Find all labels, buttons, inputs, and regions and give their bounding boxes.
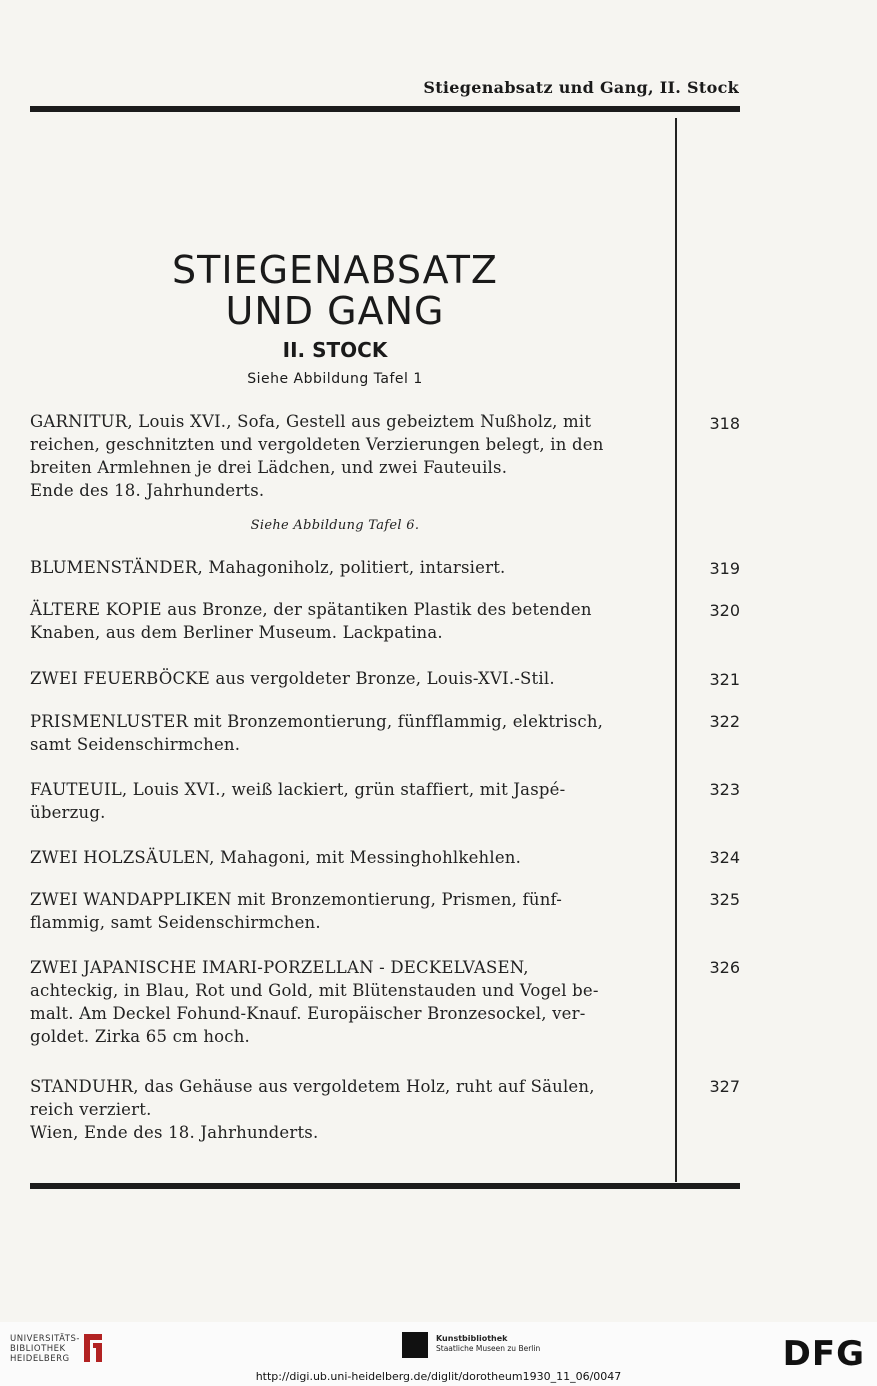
entry-text-line: überzug. [30,803,106,822]
catalog-entry [30,667,635,690]
uni-label-line: HEIDELBERG [10,1354,70,1364]
entry-number: 322 [709,712,740,731]
entry-text-line: STANDUHR, das Gehäuse aus vergoldetem Holz, ruht auf Säulen, [30,1077,595,1096]
university-library-label [10,1334,80,1364]
section-title-line-1: STIEGENABSATZ [172,248,498,292]
digitization-footer [0,1322,877,1386]
section-title-line-2: UND GANG [225,289,445,333]
entry-text-line: achteckig, in Blau, Rot und Gold, mit Blütenstauden und Vogel be- [30,981,599,1000]
running-head: Stiegenabsatz und Gang, II. Stock [423,78,739,97]
source-url[interactable]: http://digi.ub.uni-heidelberg.de/diglit/dorotheum1930_11_06/0047 [255,1370,622,1383]
entry-last-line [30,1025,635,1048]
entry-number: 323 [709,780,740,799]
dfg-logo: DFG [782,1334,865,1374]
bottom-rule [30,1183,740,1189]
entry-number: 321 [709,670,740,689]
catalog-entry [30,556,635,579]
catalog-entry [30,598,635,644]
entry-text-line: samt Seidenschirmchen. [30,735,241,754]
entry-text-line: malt. Am Deckel Fohund-Knauf. Europäischer Bronzesockel, ver- [30,1004,586,1023]
entry-text-line: GARNITUR, Louis XVI., Sofa, Gestell aus gebeiztem Nußholz, mit [30,412,592,431]
kb-label-line: Kunstbibliothek [436,1334,508,1343]
catalog-entry [30,888,635,934]
entry-text-line: FAUTEUIL, Louis XVI., weiß lackiert, grün staffiert, mit Jaspé- [30,780,566,799]
entry-text-line: PRISMENLUSTER mit Bronzemontierung, fünfflammig, elektrisch, [30,712,604,731]
kunstbibliothek-logo-icon [402,1332,428,1358]
top-rule [30,106,740,112]
entry-text-line: flammig, samt Seidenschirmchen. [30,913,321,932]
entry-text-line: Ende des 18. Jahrhunderts. [30,481,265,500]
entry-text-right: Zirka 65 cm hoch. [94,1027,250,1046]
figure-reference: Siehe Abbildung Tafel 6. [250,518,420,533]
entry-number: 324 [709,848,740,867]
catalog-entry [30,410,635,502]
section-subtitle: II. STOCK [282,338,388,362]
entry-number: 320 [709,601,740,620]
uni-label-line: UNIVERSITÄTS- [10,1334,80,1344]
entry-text-line: Knaben, aus dem Berliner Museum. Lackpatina. [30,623,443,642]
entry-text-line: ZWEI HOLZSÄULEN, Mahagoni, mit Messinghohlkehlen. [30,848,522,867]
entry-text-line: breiten Armlehnen je drei Lädchen, und zwei Fauteuils. [30,458,508,477]
section-reference: Siehe Abbildung Tafel 1 [247,371,423,387]
entry-text-line: ZWEI FEUERBÖCKE aus vergoldeter Bronze, Louis-XVI.-Stil. [30,669,555,688]
entry-text-line: Wien, Ende des 18. Jahrhunderts. [30,1123,319,1142]
entry-text-left: goldet. [30,1027,90,1046]
catalog-entry [30,710,635,756]
entry-text-line: reichen, geschnitzten und vergoldeten Verzierungen belegt, in den [30,435,604,454]
entry-number: 326 [709,958,740,977]
entry-number: 327 [709,1077,740,1096]
entry-text-line: ZWEI JAPANISCHE IMARI-PORZELLAN - DECKELVASEN, [30,958,529,977]
catalog-entry [30,1075,635,1144]
kunstbibliothek-label [436,1334,540,1354]
kb-label-line: Staatliche Museen zu Berlin [436,1344,541,1353]
catalog-entry [30,956,635,1048]
catalog-entry [30,778,635,824]
university-logo-icon [80,1332,106,1364]
entry-text-line: ÄLTERE KOPIE aus Bronze, der spätantiken Plastik des betenden [30,600,592,619]
entry-text-line: ZWEI WANDAPPLIKEN mit Bronzemontierung, Prismen, fünf- [30,890,563,909]
uni-label-line: BIBLIOTHEK [10,1344,66,1354]
entry-text-line: BLUMENSTÄNDER, Mahagoniholz, politiert, intarsiert. [30,558,506,577]
entry-number: 319 [709,559,740,578]
entry-number: 318 [709,414,740,433]
column-divider [675,118,677,1182]
entry-number: 325 [709,890,740,909]
entry-text-line: reich verziert. [30,1100,152,1119]
catalog-entry [30,846,635,869]
